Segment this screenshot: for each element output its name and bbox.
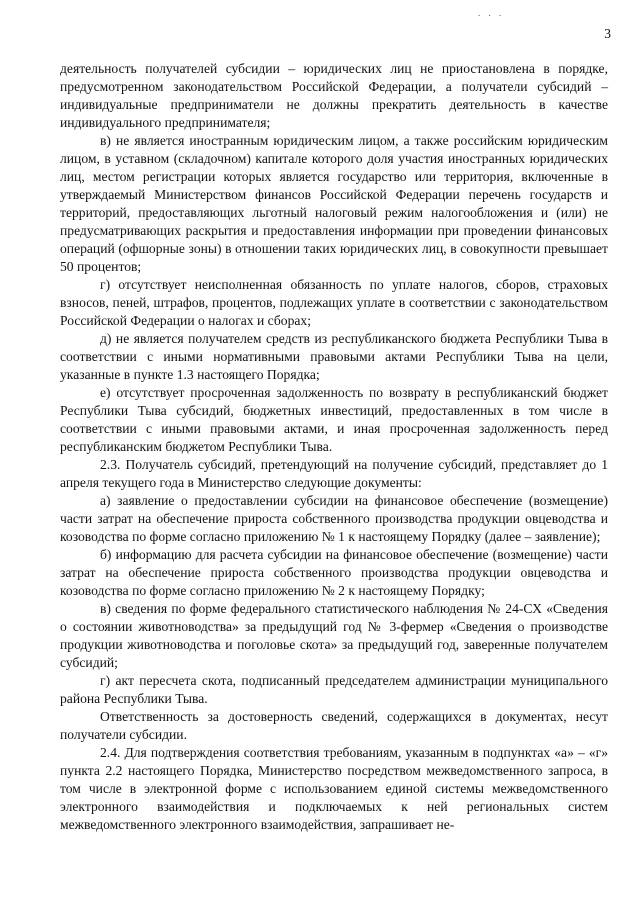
paragraph: е) отсутствует просроченная задолженность по возврату в республиканский бюджет Республики Тыва субсидий, бюджетных инвестиций, предоставленных в том числе в соответствии с иными правовыми актами, и иная просроченная задолженность перед республиканским бюджетом Республики Тыва. [60,385,608,454]
paragraph: в) не является иностранным юридическим лицом, а также российским юридическим лицом, в уставном (складочном) капитале которого доля участия иностранных юридических лиц, местом регистрации которых является государство или территория, включенные в утверждаемый Министерством финансов Российской Федерации перечень государств и территорий, предоставляющих льготный налоговый режим налогообложения и (или) не предусматривающих раскрытия и предоставления информации при проведении финансовых операций (офшорные зоны) в отношении таких юридических лиц, в совокупности превышает 50 процентов; [60,133,608,274]
paragraph: деятельность получателей субсидии – юридических лиц не приостановлена в порядке, предусмотренном законодательством Российской Федерации, а получатели субсидий – индивидуальные предприниматели не должны прекратить деятельность в качестве индивидуального предпринимателя; [60,61,608,130]
paragraph: д) не является получателем средств из республиканского бюджета Республики Тыва в соответствии с иными нормативными правовыми актами Республики Тыва на цели, указанные в пункте 1.3 настоящего Порядка; [60,331,608,382]
paragraph: в) сведения по форме федерального статистического наблюдения № 24-СХ «Сведения о состоянии животноводства» за предыдущий год № 3-фермер «Сведения о производстве продукции животноводства и поголовье скота» за предыдущий год, заверенные получателем субсидий; [60,601,608,670]
paragraph: 2.3. Получатель субсидий, претендующий на получение субсидий, представляет до 1 апреля текущего года в Министерство следующие документы: [60,457,608,490]
body-text [60,60,608,834]
page-number: 3 [604,26,611,41]
paragraph: г) отсутствует неисполненная обязанность по уплате налогов, сборов, страховых взносов, пеней, штрафов, процентов, подлежащих уплате в соответствии с законодательством Российской Федерации о налогах и сборах; [60,277,608,328]
paragraph: б) информацию для расчета субсидии на финансовое обеспечение (возмещение) части затрат на обеспечение прироста собственного производства продукции овцеводства и козоводства по форме согласно приложению № 2 к настоящему Порядку; [60,547,608,598]
paragraph: Ответственность за достоверность сведений, содержащихся в документах, несут получатели субсидии. [60,709,608,742]
paragraph: г) акт пересчета скота, подписанный председателем администрации муниципального района Республики Тыва. [60,673,608,706]
paragraph: а) заявление о предоставлении субсидии на финансовое обеспечение (возмещение) части затрат на обеспечение прироста собственного производства продукции овцеводства и козоводства по форме согласно приложению № 1 к настоящему Порядку (далее – заявление); [60,493,608,544]
paragraph: 2.4. Для подтверждения соответствия требованиям, указанным в подпунктах «а» – «г» пункта 2.2 настоящего Порядка, Министерство посредством межведомственного запроса, в том числе в электронной форме с использованием единой системы межведомственного электронного взаимодействия и подключаемых к ней региональных систем межведомственного электронного взаимодействия, запрашивает не- [60,745,608,832]
header-marks: . . . [478,8,505,18]
